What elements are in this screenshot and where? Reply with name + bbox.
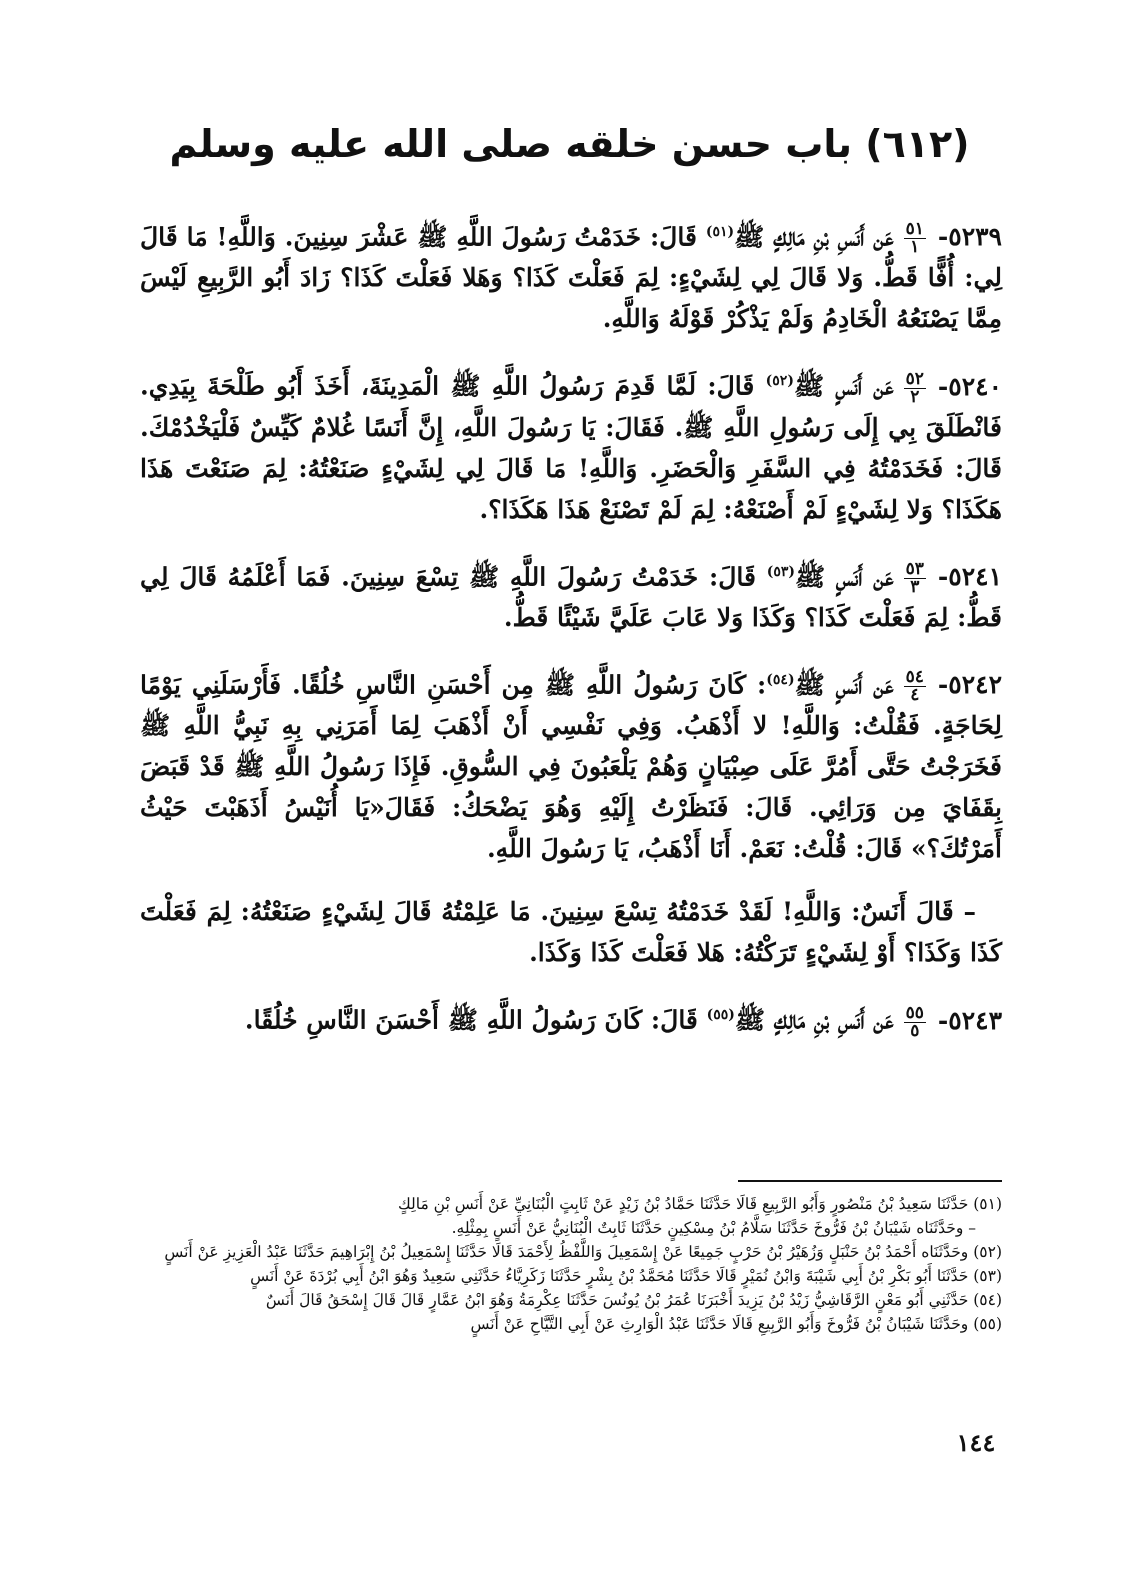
footnote-54: (٥٤) حَدَّثَنِي أَبُو مَعْنٍ الرَّقَاشِيُّ زَيْدُ بْنُ يَزِيدَ أَخْبَرَنَا عُمَرُ بْنُ يُونُسَ حَدَّثَنَا عِكْرِمَةُ وَهُوَ ابْنُ عَمَّارٍ قَالَ قَالَ إِسْحَقُ قَالَ أَنَسٌ xyxy=(265,1291,1002,1309)
footnote-marker: (٥٣) xyxy=(766,563,795,580)
hadith-text: : كَانَ رَسُولُ اللَّهِ ﷺ مِن أَحْسَنِ النَّاسِ خُلُقًا. فَأَرْسَلَنِي يَوْمًا لِحَاجَةٍ. فَقُلْتُ: وَاللَّهِ! لا أَذْهَبُ. وَفِي نَفْسِي أَنْ أَذْهَبَ لِمَا أَمَرَنِي بِهِ نَبِيُّ اللَّهِ ﷺ فَخَرَجْتُ حَتَّى أَمُرَّ عَلَى صِبْيَانٍ وَهُمْ يَلْعَبُونَ فِي السُّوقِ. فَإِذَا رَسُولُ اللَّهِ ﷺ قَدْ قَبَضَ بِقَفَايَ مِن وَرَائِي. قَالَ: فَنَظَرْتُ إِلَيْهِ وَهُوَ يَضْحَكُ: فَقَالَ«يَا أُنَيْسُ أَذَهَبْتَ حَيْثُ أَمَرْتُكَ؟» قَالَ: قُلْتُ: نَعَمْ. أَنَا أَذْهَبُ، يَا رَسُولَ اللَّهِ. xyxy=(140,670,1002,864)
chapter-title: (٦١٢) باب حسن خلقه صلى الله عليه وسلم xyxy=(169,122,970,166)
footnote-51: (٥١) حَدَّثَنَا سَعِيدُ بْنُ مَنْصُورٍ وَأَبُو الرَّبِيعِ قَالَا حَدَّثَنَا حَمَّادُ بْنُ زَيْدٍ عَنْ ثَابِتٍ الْبُنَانِيِّ عَنْ أَنَسِ بْنِ مَالِكٍ xyxy=(397,1195,1002,1213)
hadith-lead: عَن أَنَسٍ ﷺ xyxy=(794,670,894,700)
hadith-ref-fraction: ٥٢ ٢ xyxy=(905,368,924,407)
hadith-lead: عَن أَنَسٍ ﷺ xyxy=(794,561,894,591)
hadith-5242 xyxy=(140,660,1002,869)
hadith-5243 xyxy=(140,995,1002,1040)
hadith-ref-fraction: ٥٤ ٤ xyxy=(905,667,924,706)
hadith-number: ٥٢٤٣- xyxy=(937,1005,1002,1035)
footnote-55: (٥٥) وحَدَّثَنَا شَيْبَانُ بْنُ فَرُّوخَ وَأَبُو الرَّبِيعِ قَالَا حَدَّثَنَا عَبْدُ الْوَارِثِ عَنْ أَبِي التَّيَّاحِ عَنْ أَنَسٍ xyxy=(470,1315,1002,1333)
page-number: ١٤٤ xyxy=(956,1428,996,1457)
hadith-number: ٥٢٤٢- xyxy=(937,670,1002,700)
hadith-ref-fraction: ٥٥ ٥ xyxy=(905,1002,924,1041)
hadith-number: ٥٢٤٠- xyxy=(937,371,1002,401)
footnote-marker: (٥٥) xyxy=(706,1007,735,1024)
hadith-number: ٥٢٤١- xyxy=(937,561,1002,591)
footnote-52: (٥٢) وحَدَّثَنَاه أَحْمَدُ بْنُ حَنْبَلٍ وَزُهَيْرُ بْنُ حَرْبٍ جَمِيعًا عَنْ إِسْمَعِيلَ وَاللَّفْظُ لِأَحْمَدَ قَالَا حَدَّثَنَا إِسْمَعِيلُ بْنُ إِبْرَاهِيمَ حَدَّثَنَا عَبْدُ الْعَزِيزِ عَنْ أَنَسٍ xyxy=(164,1243,1002,1261)
footnote-marker: (٥٢) xyxy=(765,373,794,390)
hadith-5242-continuation: – قَالَ أَنَسٌ: وَاللَّهِ! لَقَدْ خَدَمْتُهُ تِسْعَ سِنِينَ. مَا عَلِمْتُهُ قَالَ لِشَيْءٍ صَنَعْتُهُ: لِمَ فَعَلْتَ كَذَا وَكَذَا؟ أَوْ لِشَيْءٍ تَرَكْتُهُ: هَلا فَعَلْتَ كَذَا وَكَذَا. xyxy=(140,897,1002,968)
footnote-51-variant: – وحَدَّثَنَاه شَيْبَانُ بْنُ فَرُّوخَ حَدَّثَنَا سَلَّامُ بْنُ مِسْكِينٍ حَدَّثَنَا ثَابِتٌ الْبُنَانِيُّ عَنْ أَنَسٍ بِمِثْلِهِ. xyxy=(451,1219,976,1237)
hadith-5239 xyxy=(140,212,1002,339)
hadith-5240 xyxy=(140,361,1002,529)
footnote-separator xyxy=(738,1180,1002,1182)
hadith-number: ٥٢٣٩- xyxy=(937,222,1002,252)
hadith-ref-fraction: ٥١ ١ xyxy=(905,219,924,258)
hadith-text: قَالَ: لَمَّا قَدِمَ رَسُولُ اللَّهِ ﷺ الْمَدِينَةَ، أَخَذَ أَبُو طَلْحَةَ بِيَدِي. فَانْطَلَقَ بِي إِلَى رَسُولِ اللَّهِ ﷺ. فَقَالَ: يَا رَسُولَ اللَّهِ، إِنَّ أَنَسًا غُلامٌ كَيِّسٌ فَلْيَخْدُمْكَ. قَالَ: فَخَدَمْتُهُ فِي السَّفَرِ وَالْحَضَرِ. وَاللَّهِ! مَا قَالَ لِي لِشَيْءٍ صَنَعْتُهُ: لِمَ صَنَعْتَ هَذَا هَكَذَا؟ وَلا لِشَيْءٍ لَمْ أَصْنَعْهُ: لِمَ لَمْ تَصْنَعْ هَذَا هَكَذَا؟. xyxy=(140,371,1002,524)
hadith-lead: عَن أَنَسٍ ﷺ xyxy=(793,371,894,401)
hadith-lead: عَن أَنَسِ بْنِ مَالِكٍ ﷺ xyxy=(734,222,894,252)
hadith-text: قَالَ: خَدَمْتُ رَسُولَ اللَّهِ ﷺ عَشْرَ سِنِينَ. وَاللَّهِ! مَا قَالَ لِي: أُفًّا قَطُّ. وَلا قَالَ لِي لِشَيْءٍ: لِمَ فَعَلْتَ كَذَا؟ وَهَلا فَعَلْتَ كَذَا؟ زَادَ أَبُو الرَّبِيعِ لَيْسَ مِمَّا يَصْنَعُهُ الْخَادِمُ وَلَمْ يَذْكُرْ قَوْلَهُ وَاللَّهِ. xyxy=(140,222,1002,334)
hadith-lead: عَن أَنَسِ بْنِ مَالِكٍ ﷺ xyxy=(734,1005,894,1035)
footnotes xyxy=(148,1192,1002,1336)
footnote-marker: (٥١) xyxy=(705,224,735,240)
footnote-marker: (٥٤) xyxy=(766,671,795,688)
hadith-text: قَالَ: خَدَمْتُ رَسُولَ اللَّهِ ﷺ تِسْعَ سِنِينَ. فَمَا أَعْلَمُهُ قَالَ لِي قَطُّ: لِمَ فَعَلْتَ كَذَا؟ وَكَذَا وَلا عَابَ عَلَيَّ شَيْئًا قَطُّ. xyxy=(140,561,1002,632)
hadith-body xyxy=(140,212,1002,1063)
footnote-53: (٥٣) حَدَّثَنَا أَبُو بَكْرِ بْنُ أَبِي شَيْبَةَ وَابْنُ نُمَيْرٍ قَالَا حَدَّثَنَا مُحَمَّدُ بْنُ بِشْرٍ حَدَّثَنَا زَكَرِيَّاءُ حَدَّثَنِي سَعِيدٌ وَهُوَ ابْنُ أَبِي بُرْدَةَ عَنْ أَنَسٍ xyxy=(250,1267,1002,1285)
hadith-ref-fraction: ٥٣ ٣ xyxy=(905,558,924,597)
hadith-5241 xyxy=(140,552,1002,638)
hadith-text: قَالَ: كَانَ رَسُولُ اللَّهِ ﷺ أَحْسَنَ النَّاسِ خُلُقًا. xyxy=(244,1005,698,1035)
